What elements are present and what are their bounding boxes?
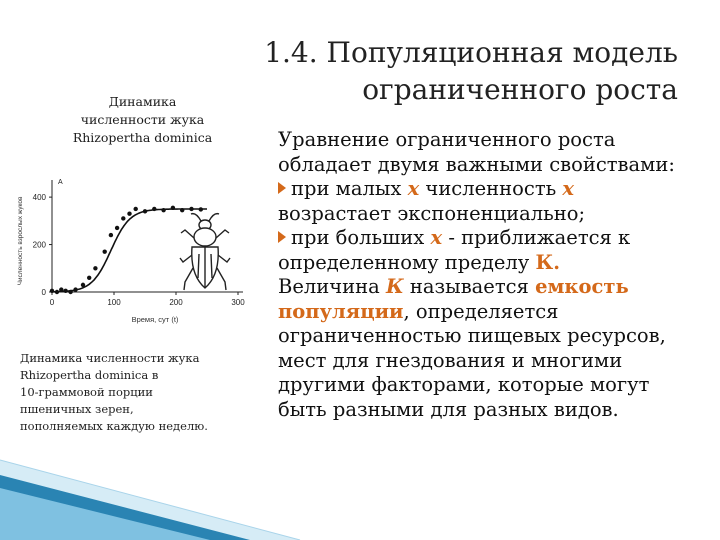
data-point (180, 208, 184, 212)
data-point (121, 216, 125, 220)
data-point (152, 207, 156, 211)
y-axis-marker: A (58, 179, 63, 186)
data-point (161, 208, 165, 212)
bullet-1-pre: при малых (291, 177, 402, 200)
x-tick-label: 100 (107, 298, 121, 307)
x-tick-label: 0 (49, 298, 55, 307)
bullet-2-line-2 (278, 251, 708, 276)
chart-caption (20, 93, 265, 147)
capacity-var: К (385, 275, 404, 298)
data-point (171, 206, 175, 210)
figure-caption-line-3: 10-граммовой порции (20, 385, 153, 399)
bullet-2-post: - приближается к (448, 226, 631, 249)
data-point (143, 209, 147, 213)
capacity-term-1: емкость (535, 275, 629, 298)
figure-caption-line-4: пшеничных зерен, (20, 402, 134, 416)
data-point (127, 212, 131, 216)
y-tick-label: 0 (41, 288, 46, 297)
population-chart (10, 170, 255, 340)
text-line-2: обладает двумя важными свойствами: (278, 152, 675, 176)
text-line-6: другими факторами, которые могут (278, 373, 650, 396)
x-tick-label: 200 (169, 298, 183, 307)
bullet-1-var2: x (562, 177, 575, 200)
data-point (103, 249, 107, 253)
text-line-population (278, 300, 708, 325)
data-point (50, 289, 54, 293)
chart-caption-line-1: Динамика (108, 94, 177, 109)
capacity-pre: Величина (278, 275, 380, 298)
bullet-1 (278, 177, 708, 202)
x-axis-label: Время, сут (t) (131, 315, 179, 324)
text-line-7: быть разными для разных видов. (278, 397, 619, 421)
data-point (189, 207, 193, 211)
data-point (63, 289, 67, 293)
chart-caption-line-2: численности жука (80, 112, 205, 127)
y-tick-label: 200 (32, 240, 46, 250)
data-point (199, 207, 203, 211)
corner-decoration (0, 440, 720, 540)
y-tick-label: 400 (32, 193, 46, 203)
figure-caption-line-2: Rhizopertha dominica в (20, 368, 159, 382)
capacity-mid: называется (409, 275, 529, 298)
x-tick-label: 300 (231, 298, 245, 307)
data-point (68, 290, 72, 294)
data-point (55, 290, 59, 294)
bullet-arrow-icon (278, 182, 286, 194)
title-line-1: 1.4. Популяционная модель (264, 36, 678, 69)
data-point (93, 266, 97, 270)
bullet-1-line-2: возрастает экспоненциально; (278, 201, 586, 225)
data-point (81, 283, 85, 287)
bullet-1-var: x (407, 177, 420, 200)
bullet-1-mid: численность (425, 177, 557, 200)
text-line-capacity (278, 275, 708, 300)
data-point (73, 287, 77, 291)
bullet-2 (278, 226, 708, 251)
chart-svg (10, 170, 255, 340)
logistic-curve (52, 209, 207, 292)
bullet-arrow-icon (278, 231, 286, 243)
bullet-2-line-2-text: определенному пределу (278, 250, 530, 274)
text-line-1: Уравнение ограниченного роста (278, 128, 616, 151)
bullet-2-pre: при больших (291, 226, 425, 249)
data-point (87, 276, 91, 280)
title-line-2: ограниченного роста (362, 73, 678, 106)
data-point (115, 226, 119, 230)
chart-caption-line-3: Rhizopertha dominica (72, 130, 213, 145)
bullet-2-var: x (430, 226, 443, 249)
bullet-2-dot: . (553, 250, 560, 274)
slide-title (208, 34, 678, 108)
figure-caption-line-5: пополняемых каждую неделю. (20, 419, 208, 433)
data-point (109, 233, 113, 237)
bullet-2-var2: К (535, 250, 554, 274)
figure-caption-line-1: Динамика численности жука (20, 351, 200, 365)
data-point (59, 287, 63, 291)
capacity-term-2: популяции (278, 299, 404, 323)
main-text (278, 128, 708, 422)
data-point (134, 207, 138, 211)
figure-caption (20, 350, 265, 435)
capacity-post: , определяется (403, 299, 559, 323)
y-axis-label: Численность взрослых жуков (17, 196, 24, 286)
beetle-illustration (180, 214, 230, 290)
text-line-4: ограниченностью пищевых ресурсов, (278, 324, 666, 347)
text-line-5: мест для гнездования и многими (278, 348, 623, 372)
